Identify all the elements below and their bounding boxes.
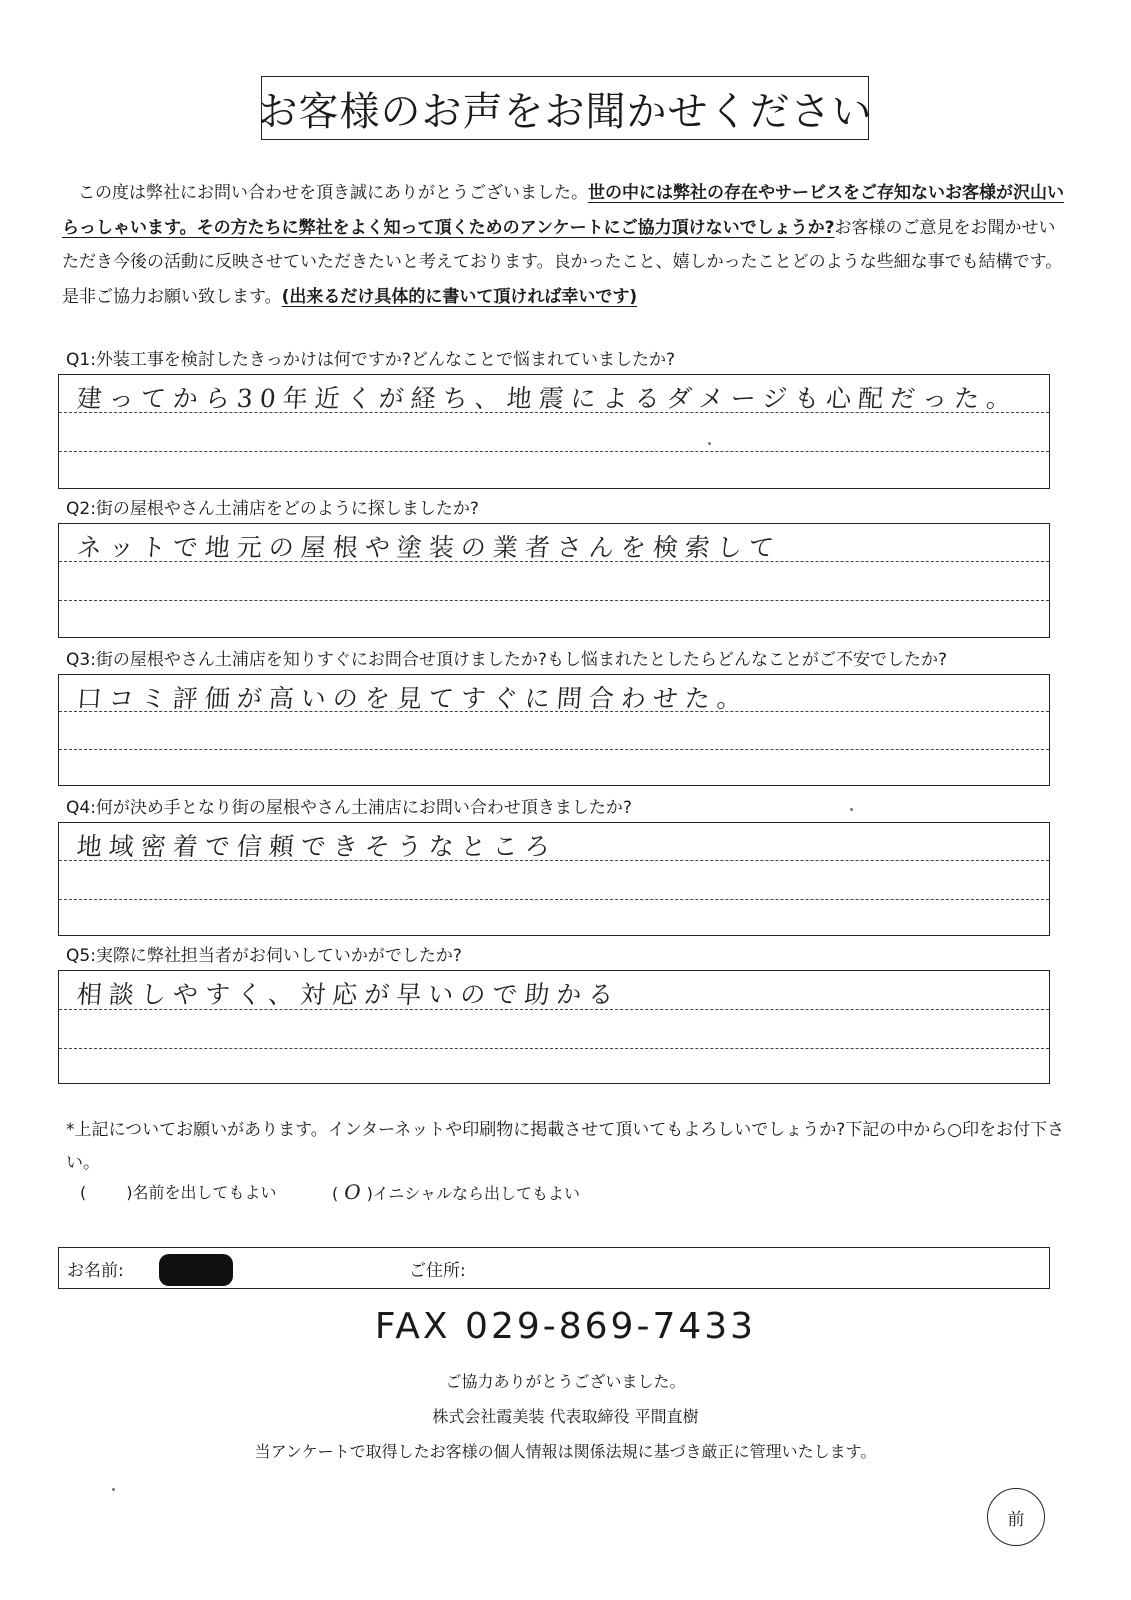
fax-number: FAX 029-869-7433 <box>374 1306 757 1347</box>
address-label: ご住所: <box>409 1261 466 1281</box>
option-2-label: )イニシャルなら出してもよい <box>366 1184 580 1203</box>
intro-paragraph <box>62 176 1072 314</box>
intro-underlined-request: 世の中には弊社の存在やサービスをご存知ないお客様が沢山いらっしゃいます。その方たちに弊社をよく知って頂くためのアンケートにご協力頂けないでしょうか? <box>62 183 1064 238</box>
survey-title: お客様のお声をお聞かせください <box>261 76 869 140</box>
answer-line <box>59 899 1049 900</box>
question-2-answer-box <box>58 523 1050 638</box>
thanks-text: ご協力ありがとうございました。 <box>445 1372 686 1391</box>
question-3-label: Q3:街の屋根やさん土浦店を知りすぐにお問合せ頂けましたか?もし悩まれたとしたらどんなことがご不安でしたか? <box>66 650 947 670</box>
company-signature: 株式会社霞美装 代表取締役 平間直樹 <box>432 1407 699 1426</box>
scan-speck <box>850 808 853 811</box>
question-5-answer: 相談しやすく、対応が早いので助かる <box>75 980 622 1009</box>
intro-underlined-note: (出来るだけ具体的に書いて頂ければ幸いです) <box>281 286 638 307</box>
scan-speck <box>112 1488 115 1491</box>
redacted-name <box>159 1254 233 1286</box>
question-2-answer: ネットで地元の屋根や塗装の業者さんを検索して <box>75 533 782 562</box>
option-2-open-paren: ( <box>332 1184 339 1203</box>
answer-line <box>59 749 1049 750</box>
question-5-label: Q5:実際に弊社担当者がお伺いしていかがでしたか? <box>66 946 462 966</box>
question-1-answer-box <box>58 374 1050 489</box>
scan-speck <box>708 442 711 445</box>
name-address-box <box>58 1247 1050 1289</box>
question-4-answer-box <box>58 822 1050 936</box>
question-3-answer: 口コミ評価が高いのを見てすぐに問合わせた。 <box>75 684 750 713</box>
option-1-open-paren: ( <box>80 1183 87 1202</box>
answer-line <box>59 1048 1049 1049</box>
question-1-label: Q1:外装工事を検討したきっかけは何ですか?どんなことで悩まれていましたか? <box>66 350 675 370</box>
answer-line <box>59 451 1049 452</box>
option-1-label: )名前を出してもよい <box>126 1183 277 1202</box>
option-name-ok[interactable] <box>80 1180 277 1203</box>
privacy-notice: 当アンケートで取得したお客様の個人情報は関係法規に基づき厳正に管理いたします。 <box>254 1442 877 1461</box>
question-4-label: Q4:何が決め手となり街の屋根やさん土浦店にお問い合わせ頂きましたか? <box>66 798 632 818</box>
publication-request: *上記についてお願いがあります。インターネットや印刷物に掲載させて頂いてもよろしいでしょうか?下記の中から○印をお付下さい。 <box>66 1120 1065 1173</box>
option-initial-ok[interactable] <box>332 1180 580 1204</box>
question-3-answer-box <box>58 674 1050 786</box>
option-2-circle-mark: O <box>344 1180 361 1204</box>
question-4-answer: 地域密着で信頼できそうなところ <box>75 832 558 861</box>
intro-text-1: この度は弊社にお問い合わせを頂き誠にありがとうございました。 <box>78 183 588 203</box>
question-2-label: Q2:街の屋根やさん土浦店をどのように探しましたか? <box>66 499 479 519</box>
answer-line <box>59 600 1049 601</box>
question-1-answer: 建ってから30年近くが経ち、地震によるダメージも心配だった。 <box>75 384 1020 413</box>
intro-text-2: お客様のご意見をお聞かせいただき今後の活動に反映させていただきたいと考えております。良かったこと、嬉しかったことどのような些細な事でも結構です。是非ご協力お願い致します。 <box>62 217 1063 307</box>
front-page-badge: 前 <box>987 1488 1045 1546</box>
question-5-answer-box <box>58 970 1050 1084</box>
name-label: お名前: <box>67 1261 124 1281</box>
